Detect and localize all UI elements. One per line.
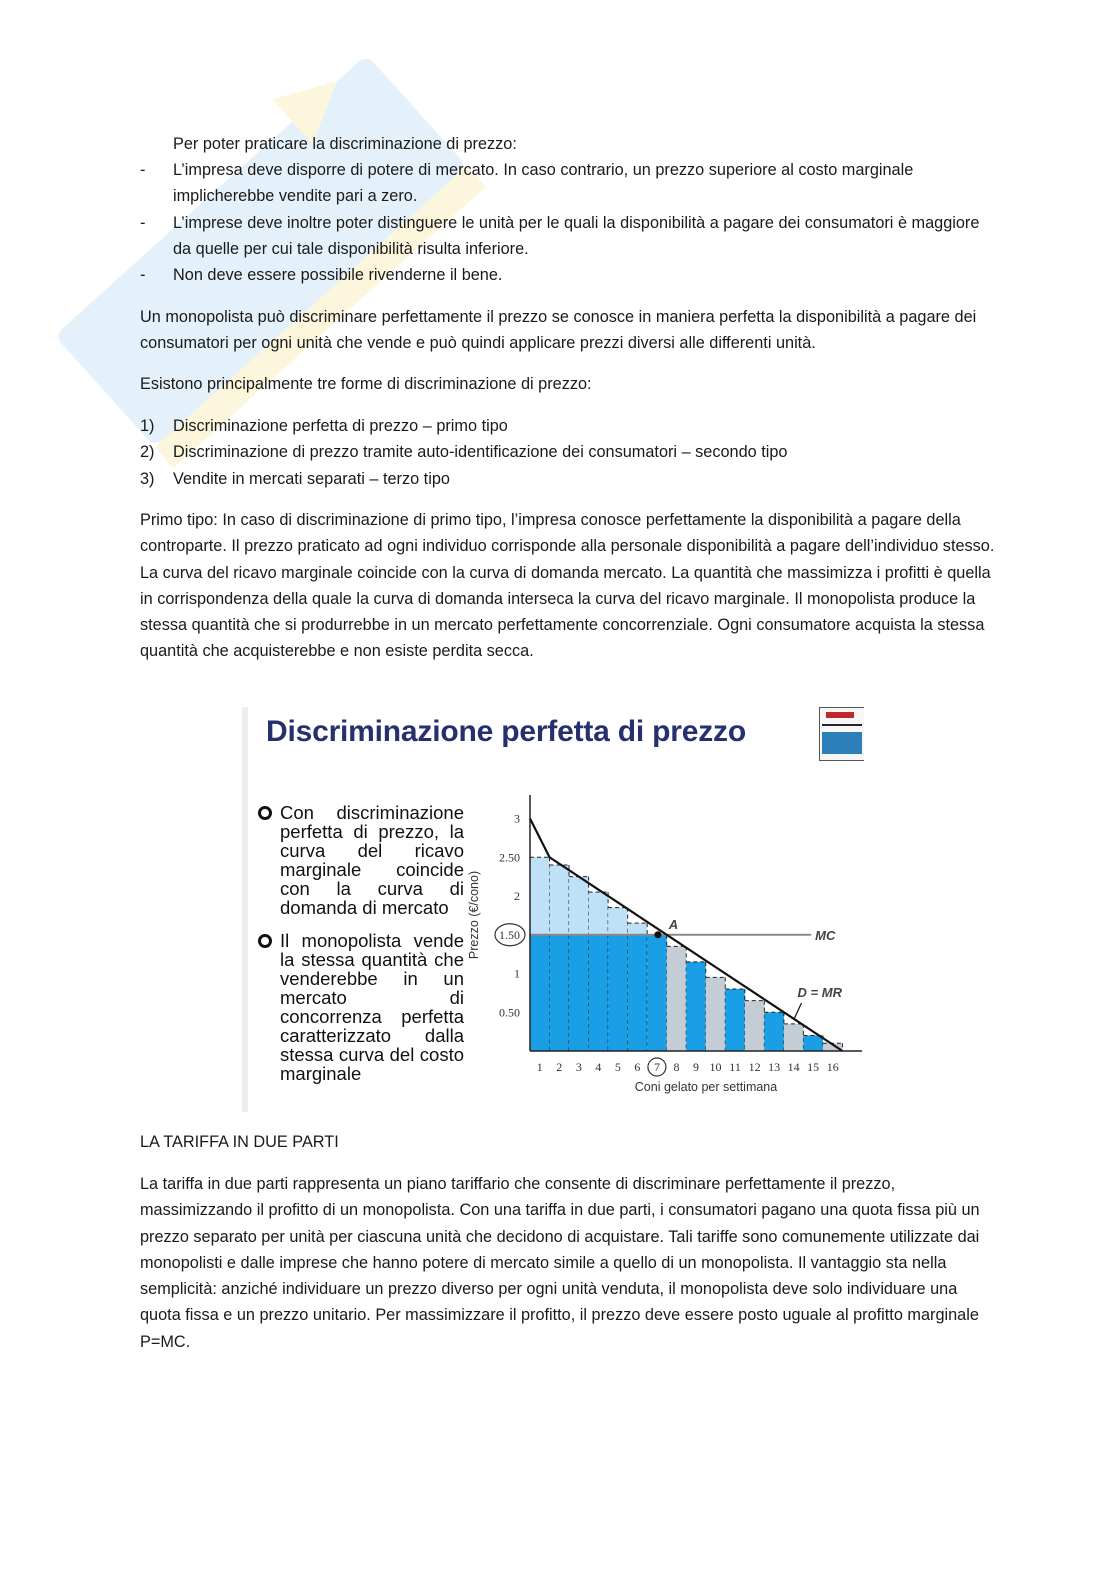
x-tick-label: 1: [536, 1060, 543, 1074]
paragraph-primo-tipo: Primo tipo: In caso di discriminazione di primo tipo, l’impresa conosce perfettamente la disponibilità a pagare della controparte. Il prezzo praticato ad ogni individuo corrisponde alla personale disponibilità a pagare dell’individuo stesso. La curva del ricavo marginale coincide con la curva di domanda mercato. La quantità che massimizza i profitti è quella in corrispondenza della quale la curva di domanda interseca la curva del ricavo marginale. Il monopolista produce la stessa quantità che si produrrebbe in un mercato perfettamente concorrenziale. Ogni consumatore acquista la stessa quantità che acquisterebbe e non esiste perdita secca.: [140, 511, 995, 661]
x-tick-label: 13: [768, 1060, 781, 1074]
x-tick-label: 15: [807, 1060, 820, 1074]
bar-below-mc: [569, 935, 589, 1051]
bar: [784, 1024, 804, 1051]
list-item: 1) Discriminazione perfetta di prezzo – primo tipo: [140, 413, 1002, 439]
list-item: 2) Discriminazione di prezzo tramite auto-identificazione dei consumatori – secondo tipo: [140, 439, 1002, 465]
bar: [745, 1001, 765, 1051]
x-tick-label: 2: [556, 1060, 563, 1074]
x-tick-label: 11: [729, 1060, 741, 1074]
list-item: - L’imprese deve inoltre poter distinguere le unità per le quali la disponibilità a pagare dei consumatori è maggiore da quelle per cui tale disponibilità risulta inferiore.: [140, 210, 1002, 263]
slide-figure: [242, 707, 864, 1112]
y-tick-label: 2.50: [499, 850, 520, 865]
x-tick-label: 5: [614, 1060, 621, 1074]
bar: [803, 1036, 823, 1052]
bar-above-mc: [550, 865, 570, 935]
paragraph-forme: Esistono principalmente tre forme di discriminazione di prezzo:: [140, 375, 592, 393]
x-tick-label: 16: [826, 1060, 839, 1074]
point-a: [654, 931, 661, 938]
demand-label: D = MR: [797, 984, 842, 1000]
bullet-ring-icon: [258, 806, 272, 820]
y-axis-label: Prezzo (€/cono): [467, 870, 481, 960]
x-tick-label: 4: [595, 1060, 602, 1074]
bar-above-mc: [569, 877, 589, 935]
x-tick-label: 6: [634, 1060, 641, 1074]
bar: [647, 935, 667, 1051]
list-marker: 1): [140, 417, 155, 435]
bullet-ring-icon: [258, 934, 272, 948]
book-logo-icon: [819, 707, 864, 761]
forms-list: [140, 413, 1002, 492]
bar-above-mc: [608, 908, 628, 935]
bar-below-mc: [589, 935, 609, 1051]
bar: [725, 989, 745, 1051]
x-tick-label: 10: [709, 1060, 722, 1074]
list-marker: 2): [140, 443, 155, 462]
bar-above-mc: [530, 857, 550, 935]
point-a-label: A: [668, 916, 679, 932]
intro-line: Per poter praticare la discriminazione di prezzo:: [173, 135, 517, 153]
bar: [764, 1012, 784, 1051]
x-tick-label: 9: [693, 1060, 699, 1074]
list-item: - Non deve essere possibile rivenderne il bene.: [140, 262, 1002, 288]
list-item: 3) Vendite in mercati separati – terzo tipo: [140, 466, 1002, 492]
demand-label-arrow: [794, 1003, 802, 1020]
slide-bullets: [256, 803, 464, 1097]
x-tick-label: 8: [673, 1060, 680, 1074]
bar: [706, 977, 726, 1051]
bar: [686, 962, 706, 1051]
section-heading: LA TARIFFA IN DUE PARTI: [140, 1133, 339, 1151]
paragraph-tariffa: La tariffa in due parti rappresenta un piano tariffario che consente di discriminare perfettamente il prezzo, massimizzando il profitto di un monopolista. Con una tariffa in due parti, i consumatori pagano una quota fissa più un prezzo separato per unità per ciascuna unità che decidono di acquistare. Tali tariffe sono comunemente utilizzate dai monopolisti e dalle imprese che hanno potere di mercato simile a quello di un monopolista. Il vantaggio sta nella semplicità: anziché individuare un prezzo diverso per ogni unità venduta, il monopolista deve solo individuare una quota fissa e un prezzo unitario. Per massimizzare il profitto, il prezzo deve essere posto uguale al profitto marginale P=MC.: [140, 1175, 980, 1351]
x-tick-label: 12: [748, 1060, 761, 1074]
slide-bullet: Con discriminazione perfetta di prezzo, la curva del ricavo marginale coincide con la curva di domanda di mercato: [256, 803, 464, 917]
list-marker: -: [140, 213, 146, 232]
bars-group: [530, 857, 842, 1051]
list-item: - L’impresa deve disporre di potere di mercato. In caso contrario, un prezzo superiore al costo marginale implicherebbe vendite pari a zero.: [140, 157, 1002, 210]
x-tick-label: 14: [787, 1060, 800, 1074]
x-ticks-group: [537, 1058, 839, 1076]
bar-above-mc: [589, 892, 609, 935]
x-axis-label: Coni gelato per settimana: [634, 1080, 778, 1094]
y-tick-label: 0.50: [499, 1005, 520, 1020]
bar-below-mc: [628, 935, 648, 1051]
bar-below-mc: [608, 935, 628, 1051]
slide-bullet: Il monopolista vende la stessa quantità che venderebbe in un mercato di concorrenza perfetta caratterizzato dalla stessa curva del costo marginale: [256, 931, 464, 1083]
y-tick-label: 1.50: [499, 927, 520, 942]
y-tick-label: 2: [514, 889, 520, 903]
conditions-list: [140, 157, 1002, 288]
x-tick-label: 7: [653, 1060, 660, 1074]
price-discrimination-chart: [464, 795, 864, 1109]
bar-above-mc: [628, 923, 648, 935]
list-marker: 3): [140, 469, 155, 488]
x-tick-label: 3: [575, 1060, 582, 1074]
mc-label: MC: [815, 927, 836, 943]
list-marker: -: [140, 161, 146, 179]
list-marker: -: [140, 266, 146, 285]
y-ticks-group: [495, 812, 525, 1020]
slide-title: Discriminazione perfetta di prezzo: [266, 715, 746, 748]
bar: [667, 946, 687, 1051]
y-tick-label: 1: [514, 966, 520, 981]
paragraph-monopolista: Un monopolista può discriminare perfettamente il prezzo se conosce in maniera perfetta la disponibilità a pagare dei consumatori per ogni unità che vende e può quindi applicare prezzi diversi alle differenti unità.: [140, 308, 977, 353]
y-tick-label: 3: [514, 811, 520, 826]
bar-below-mc: [530, 935, 550, 1051]
bar-below-mc: [550, 935, 570, 1051]
